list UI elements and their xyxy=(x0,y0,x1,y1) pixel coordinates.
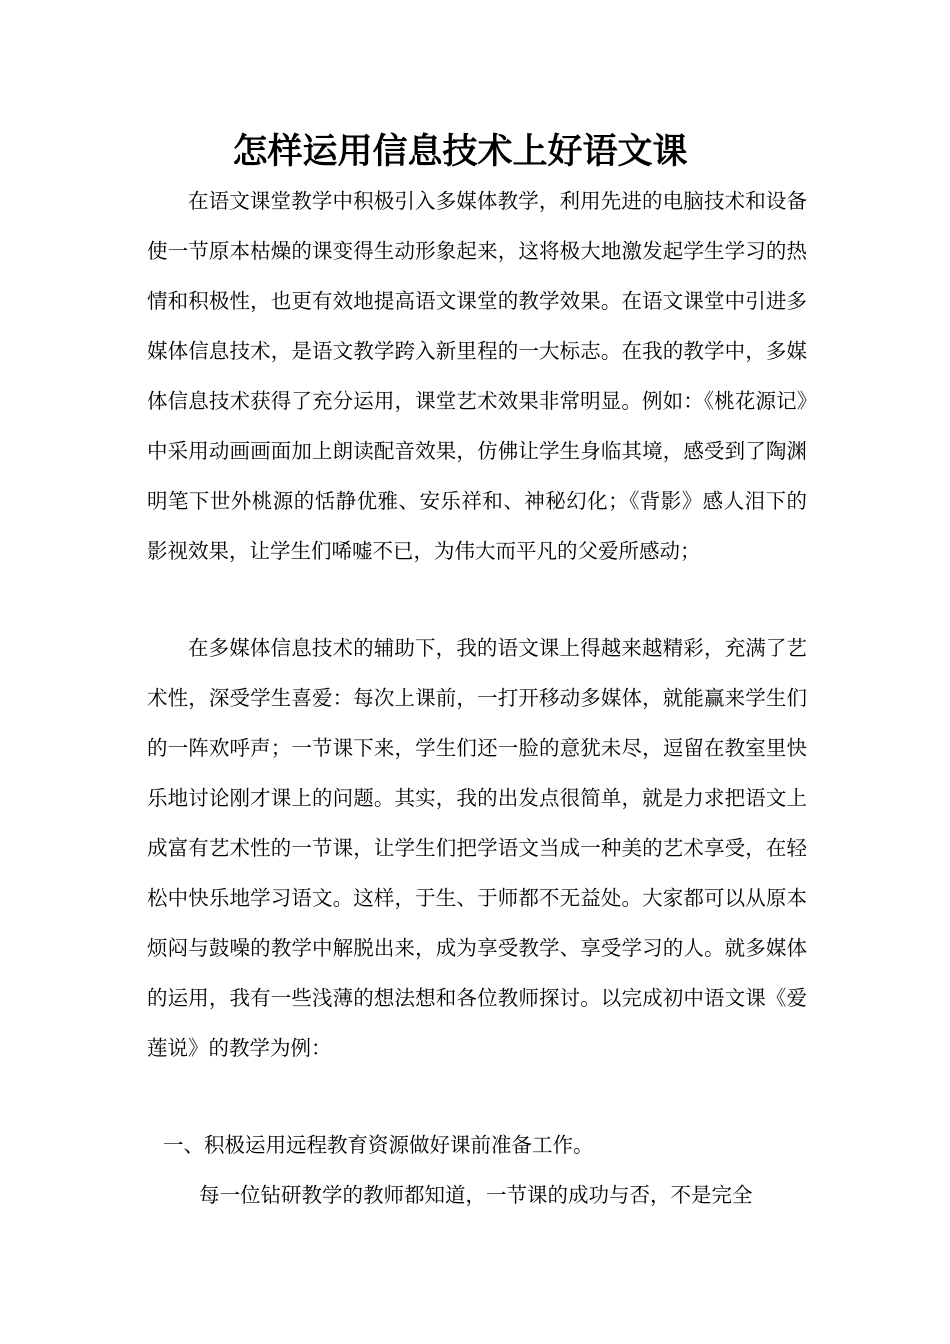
paragraph-1: 在语文课堂教学中积极引入多媒体教学，利用先进的电脑技术和设备使一节原本枯燥的课变得生动形象起来，这将极大地激发起学生学习的热情和积极性，也更有效地提高语文课堂的教学效果。在语文课堂中引进多媒体信息技术，是语文教学跨入新里程的一大标志。在我的教学中，多媒体信息技术获得了充分运用，课堂艺术效果非常明显。例如：《桃花源记》中采用动画画面加上朗读配音效果，仿佛让学生身临其境，感受到了陶渊明笔下世外桃源的恬静优雅、安乐祥和、神秘幻化；《背影》感人泪下的影视效果，让学生们唏嘘不已，为伟大而平凡的父爱所感动； xyxy=(147,189,807,563)
document-title: 怎样运用信息技术上好语文课 xyxy=(232,131,688,172)
paragraph-2: 在多媒体信息技术的辅助下，我的语文课上得越来越精彩，充满了艺术性，深受学生喜爱：每次上课前，一打开移动多媒体，就能赢来学生们的一阵欢呼声；一节课下来，学生们还一脸的意犹未尽，逗留在教室里快乐地讨论刚才课上的问题。其实，我的出发点很简单，就是力求把语文上成富有艺术性的一节课，让学生们把学语文当成一种美的艺术享受，在轻松中快乐地学习语文。这样，于生、于师都不无益处。大家都可以从原本烦闷与鼓噪的教学中解脱出来，成为享受教学、享受学习的人。就多媒体的运用，我有一些浅薄的想法想和各位教师探讨。以完成初中语文课《爱莲说》的教学为例： xyxy=(147,636,807,1060)
paragraph-3: 每一位钻研教学的教师都知道，一节课的成功与否，不是完全 xyxy=(199,1183,753,1207)
section-heading-1: 一、积极运用远程教育资源做好课前准备工作。 xyxy=(163,1133,594,1157)
